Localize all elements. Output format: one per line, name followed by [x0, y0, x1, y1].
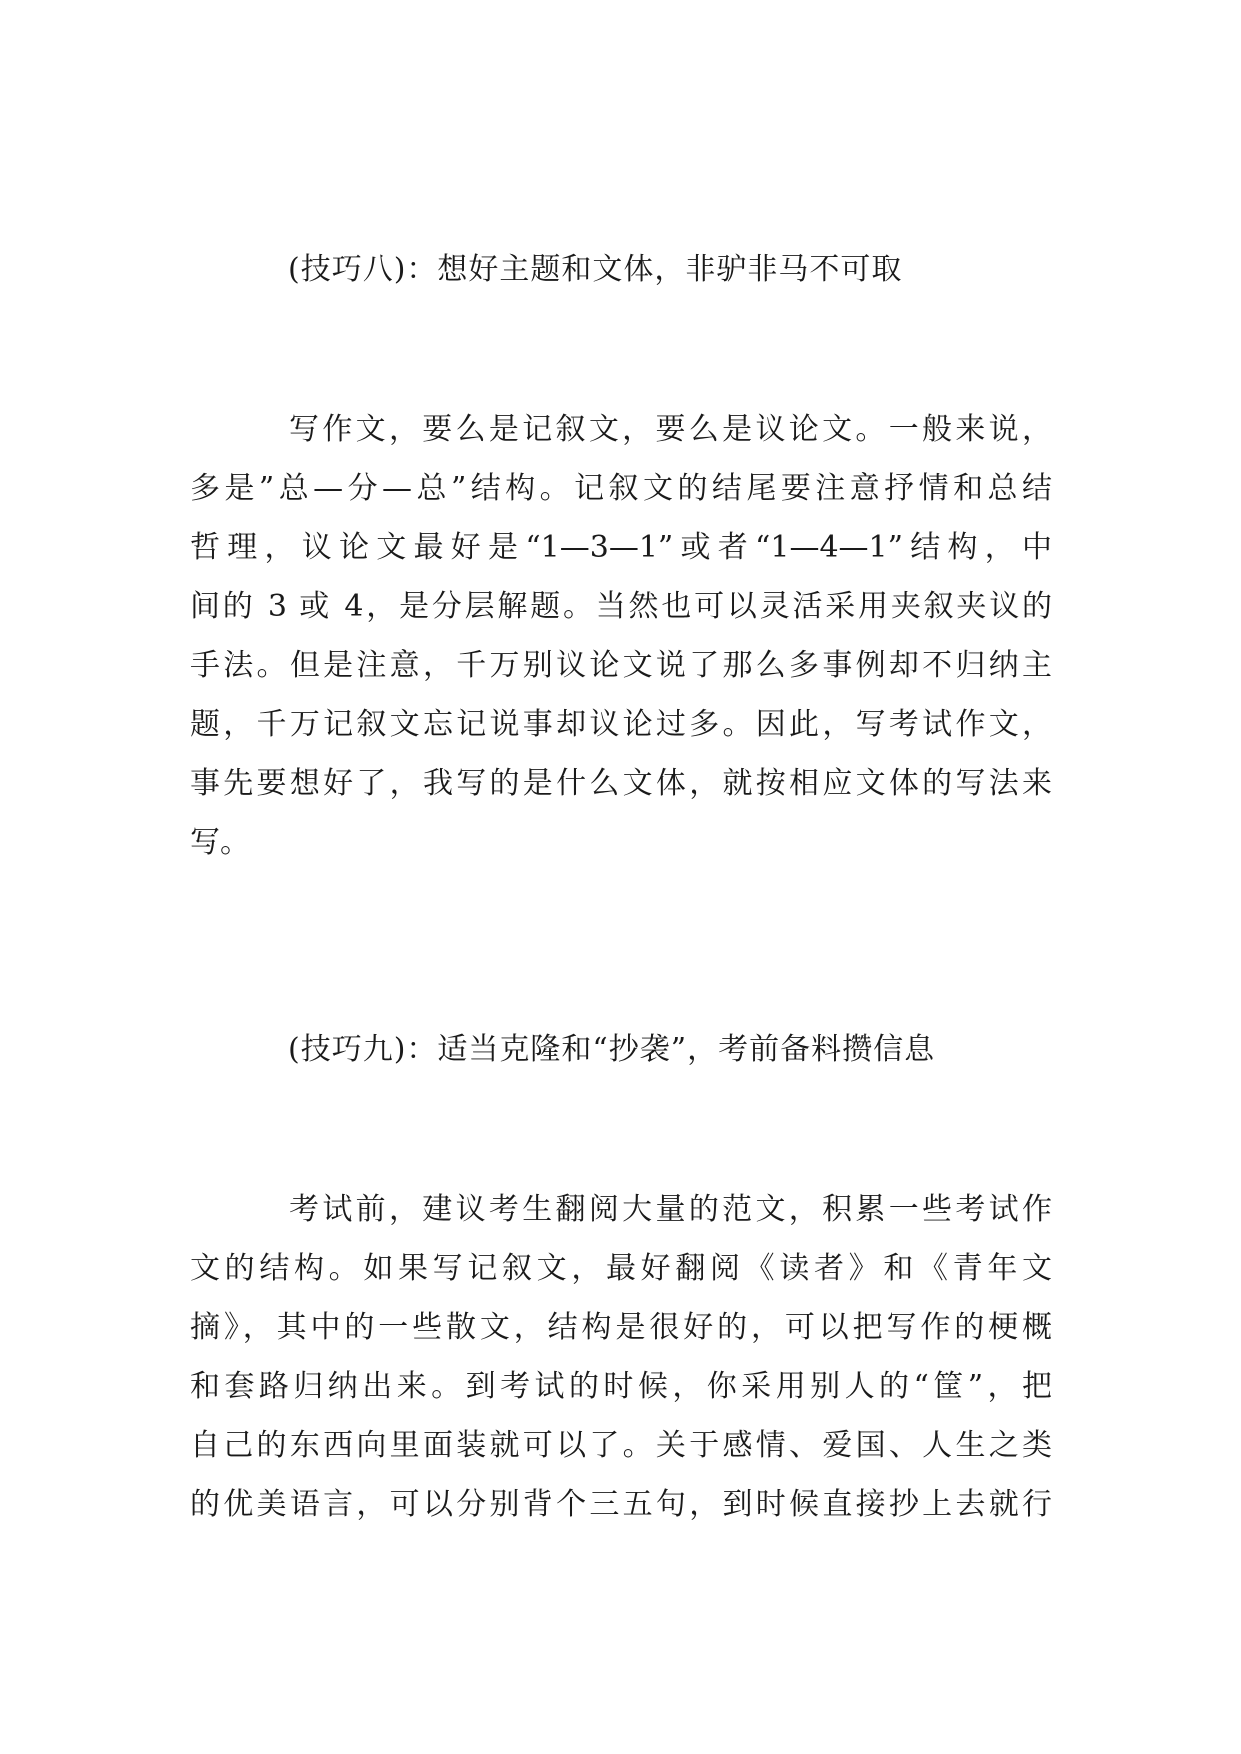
section-body-tip-9: [190, 1190, 1052, 1544]
paragraph-line: 间的 3 或 4，是分层解题。当然也可以灵活采用夹叙夹议的: [190, 589, 1052, 624]
paragraph-line: 手法。但是注意，千万别议论文说了那么多事例却不归纳主: [190, 648, 1052, 683]
paragraph-line: 多是”总—分—总”结构。记叙文的结尾要注意抒情和总结: [190, 471, 1052, 506]
section-body-tip-8: [190, 410, 1052, 882]
paragraph-line: 写作文，要么是记叙文，要么是议论文。一般来说，: [289, 412, 1052, 447]
paragraph-line: 文的结构。如果写记叙文，最好翻阅《读者》和《青年文: [190, 1251, 1052, 1286]
paragraph-line: 摘》，其中的一些散文，结构是很好的，可以把写作的梗概: [190, 1310, 1052, 1345]
paragraph-line: 的优美语言，可以分别背个三五句，到时候直接抄上去就行: [190, 1487, 1052, 1522]
paragraph-line: 哲理，议论文最好是“1—3—1”或者“1—4—1”结构，中: [190, 530, 1052, 565]
paragraph-line: 自己的东西向里面装就可以了。关于感情、爱国、人生之类: [190, 1428, 1052, 1463]
paragraph-line: 题，千万记叙文忘记说事却议论过多。因此，写考试作文，: [190, 707, 1052, 742]
section-heading-tip-9: (技巧九)：适当克隆和“抄袭”，考前备料攒信息: [288, 1032, 936, 1067]
paragraph-line: 考试前，建议考生翻阅大量的范文，积累一些考试作: [289, 1192, 1052, 1227]
section-heading-tip-8: (技巧八)：想好主题和文体，非驴非马不可取: [288, 252, 903, 287]
paragraph-line: 和套路归纳出来。到考试的时候，你采用别人的“筐”，把: [190, 1369, 1052, 1404]
paragraph-line: 事先要想好了，我写的是什么文体，就按相应文体的写法来: [190, 766, 1052, 801]
paragraph-line: 写。: [190, 825, 250, 860]
